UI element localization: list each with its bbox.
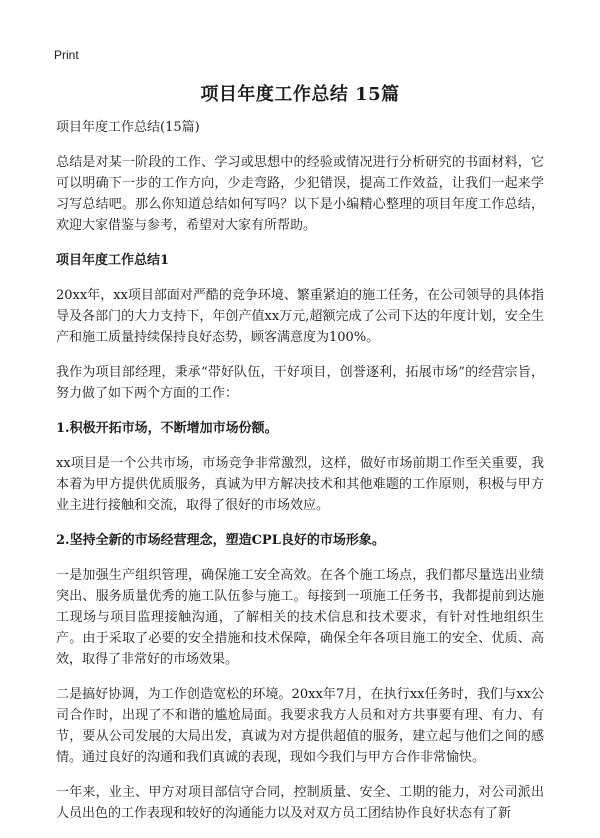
document-body — [56, 118, 544, 838]
print-link[interactable]: Print — [54, 48, 79, 62]
paragraph: 20xx年，xx项目部面对严酷的竞争环境、繁重紧迫的施工任务，在公司领导的具体指导及各部门的大力支持下，年创产值xx万元,超额完成了公司下达的年度计划，安全生产和施工质量持续保持良好态势，顾客满意度为100%。 — [56, 288, 544, 345]
page-title: 项目年度工作总结 15篇 — [200, 84, 400, 105]
document-subtitle: 项目年度工作总结(15篇) — [56, 120, 200, 135]
section-heading: 项目年度工作总结1 — [56, 253, 170, 268]
paragraph: 二是搞好协调，为工作创造宽松的环境。20xx年7月，在执行xx任务时，我们与xx公司合作时，出现了不和谐的尴尬局面。我要求我方人员和对方共事要有理、有力、有节，要从公司发展的大局出发，真诚为对方提供超值的服务，建立起与他们之间的感情。通过良好的沟通和我们真诚的表现，现如今我们与甲方合作非常愉快。 — [56, 687, 544, 765]
intro-paragraph: 总结是对某一阶段的工作、学习或思想中的经验或情况进行分析研究的书面材料，它可以明确下一步的工作方向，少走弯路，少犯错误，提高工作效益，让我们一起来学习写总结吧。那么你知道总结如何写吗？以下是小编精心整理的项目年度工作总结，欢迎大家借鉴与参考，希望对大家有所帮助。 — [56, 155, 544, 233]
paragraph: 一是加强生产组织管理，确保施工安全高效。在各个施工场点，我们都尽量选出业绩突出、服务质量优秀的施工队伍参与施工。每接到一项施工任务书，我都提前到达施工现场与项目监理接触沟通，了解相关的技术信息和技术要求，有针对性地组织生产。由于采取了必要的安全措施和技术保障，确保全年各项目施工的安全、优质、高效，取得了非常好的市场效果。 — [56, 568, 544, 667]
paragraph: 我作为项目部经理，秉承“带好队伍，干好项目，创誉逐利，拓展市场”的经营宗旨，努力做了如下两个方面的工作： — [56, 365, 544, 401]
paragraph: xx项目是一个公共市场，市场竞争非常激烈，这样，做好市场前期工作至关重要，我本着为甲方提供优质服务，真诚为甲方解决技术和其他难题的工作原则，积极与甲方业主进行接触和交流，取得了很好的市场效应。 — [56, 456, 544, 513]
point-heading: 2.坚持全新的市场经营理念，塑造CPL良好的市场形象。 — [56, 533, 385, 548]
point-heading: 1.积极开拓市场，不断增加市场份额。 — [56, 421, 278, 436]
paragraph: 一年来，业主、甲方对项目部信守合同，控制质量、安全、工期的能力，对公司派出人员出色的工作表现和较好的沟通能力以及对双方员工团结协作良好状态有了新 — [56, 785, 544, 821]
